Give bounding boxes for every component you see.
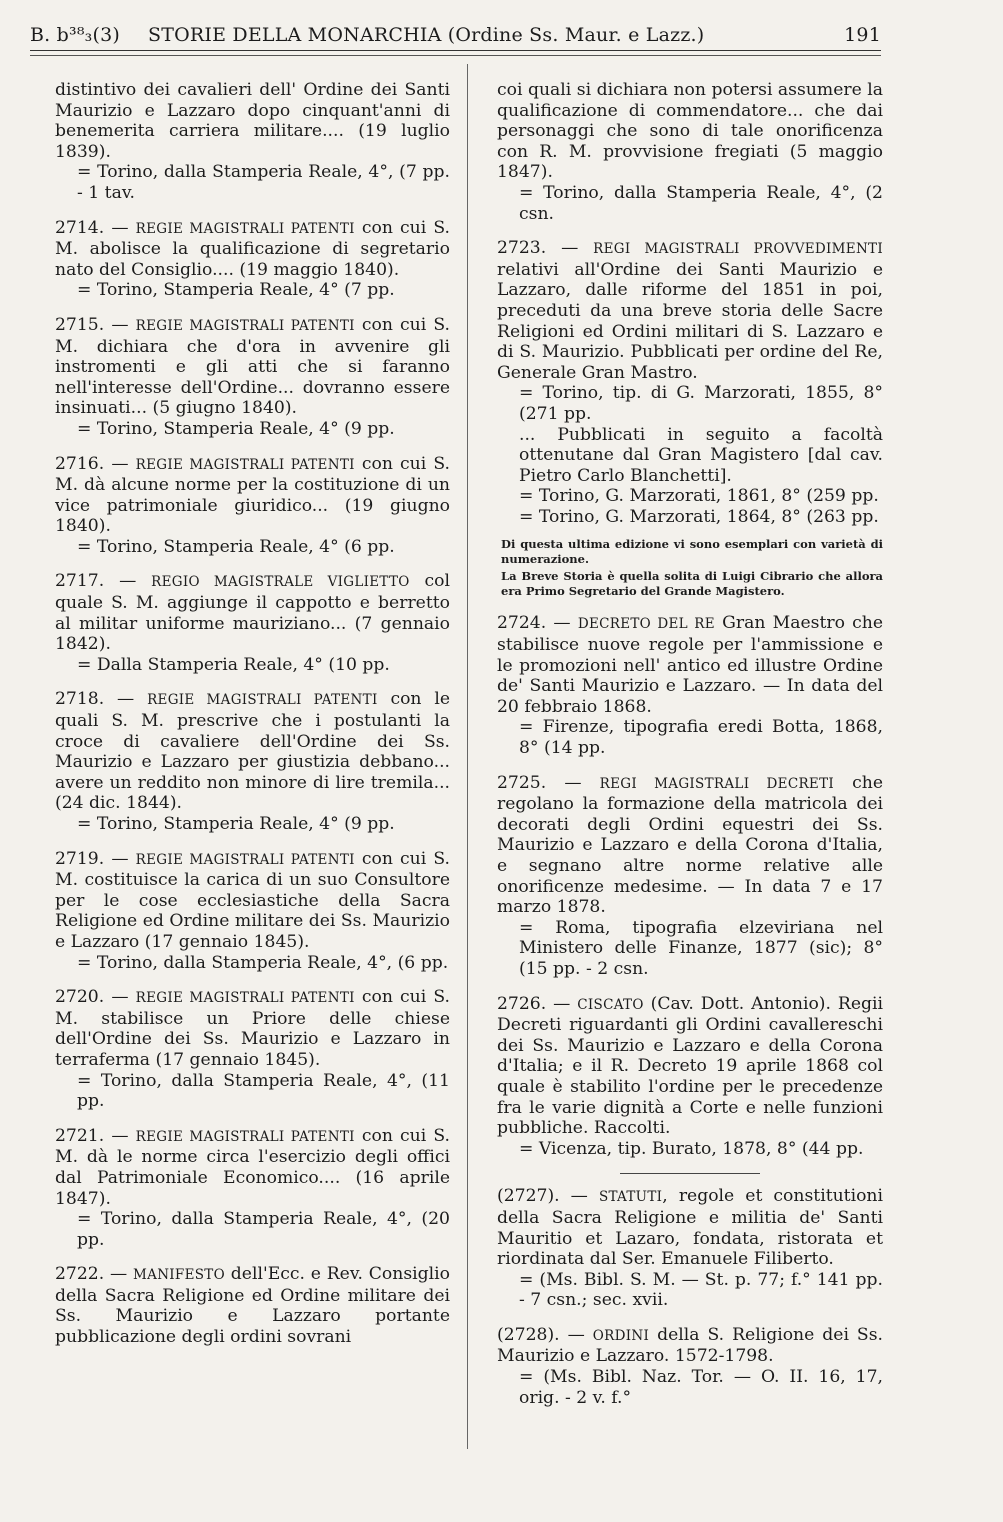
entry-2722: 2722. — MANIFESTO dell'Ecc. e Rev. Consiglio della Sacra Religione ed Ordine militare dei Ss. Maurizio e Lazzaro portante pubblicazione degli ordini sovrani bbox=[55, 1264, 450, 1348]
entry-publication: = Torino, dalla Stamperia Reale, 4°, (7 pp. - 1 tav. bbox=[77, 162, 450, 203]
entry-title: REGIE MAGISTRALI PATENTI bbox=[135, 851, 355, 868]
entry-number: 2724. bbox=[497, 613, 547, 634]
entry-publication: = Torino, Stamperia Reale, 4° (9 pp. bbox=[77, 418, 395, 439]
entry-text: coi quali si dichiara non potersi assumere la qualificazione di commendatore... che dai personaggi che sono di tale onorificenza con R. M. provvisione fregiati (5 maggio 1847). bbox=[497, 80, 883, 183]
entry-publication: = Torino, tip. di G. Marzorati, 1855, 8° (271 pp. bbox=[519, 383, 883, 424]
page-number: 191 bbox=[844, 24, 881, 46]
entry-text: (Cav. Dott. Antonio). Regii Decreti riguardanti gli Ordini cavallereschi dei Ss. Maurizio e Lazzaro e della Corona d'Italia; e il R. Decreto 19 aprile 1868 col quale è stabilito l'ordine per le precedenze fra le varie dignità a Corte e nelle funzioni pubbliche. Raccolti. bbox=[497, 993, 883, 1139]
entry-text: con cui S. M. stabilisce un Priore delle chiese dell'Ordine dei Ss. Maurizio e Lazzaro in terraferma (17 gennaio 1845). bbox=[55, 987, 450, 1070]
entry-2719: 2719. — REGIE MAGISTRALI PATENTI con cui S. M. costituisce la carica di un suo Consultore per le cose ecclesiastiche della Sacra Religione ed Ordine militare dei Ss. Maurizio e Lazzaro (17 gennaio 1845). = Torino, dalla Stamperia Reale, 4°, (6 pp. bbox=[55, 848, 450, 973]
entry-text: con cui S. M. dà alcune norme per la costituzione di un vice patrimoniale giuridico... (19 giugno 1840). bbox=[55, 453, 450, 537]
right-column bbox=[497, 80, 883, 1422]
entry-text: dell'Ecc. e Rev. Consiglio della Sacra Religione ed Ordine militare dei Ss. Maurizio e Lazzaro portante pubblicazione degli ordini sovrani bbox=[55, 1264, 450, 1348]
entry-title: MANIFESTO bbox=[133, 1267, 225, 1284]
entry-text: col quale S. M. aggiunge il cappotto e berretto al militar uniforme mauriziano... (7 gennaio 1842). bbox=[55, 571, 450, 655]
entry-2723: 2723. — REGI MAGISTRALI PROVVEDIMENTI relativi all'Ordine dei Santi Maurizio e Lazzaro, dalle riforme del 1851 in poi, preceduti da una breve storia delle Sacre Religioni ed Ordini militari di S. Lazzaro e di S. Maurizio. Pubblicati per ordine del Re, Generale Gran Mastro. = Torino, tip. di G. Marzorati, 1855, 8° (271 pp. ... Pubblicati in seguito a facoltà ottenutane dal Gran Magistero [dal cav. Pietro Carlo Blanchetti]. = Torino, G. Marzorati, 1861, 8° (259 pp. = Torino, G. Marzorati, 1864, 8° (263 pp. Di questa ultima edizione vi sono esemplari con varietà di numerazione. La Breve Storia è quella solita di Luigi Cibrario che allora era Primo Segretario del Grande Magistero. bbox=[497, 238, 883, 599]
entry-2725: 2725. — REGI MAGISTRALI DECRETI che regolano la formazione della matricola dei decorati degli Ordini equestri dei Ss. Maurizio e Lazzaro e della Corona d'Italia, e segnano altre norme relative alle onorificenze medesime. — In data 7 e 17 marzo 1878. = Roma, tipografia elzeviriana nel Ministero delle Finanze, 1877 (sic); 8° (15 pp. - 2 csn. bbox=[497, 772, 883, 979]
entry-publication: = Torino, dalla Stamperia Reale, 4°, (6 pp. bbox=[77, 952, 449, 973]
entry-title: REGIE MAGISTRALI PATENTI bbox=[135, 456, 355, 473]
entry-text: , regole et constitutioni della Sacra Religione e militia de' Santi Mauritio et Lazaro, fondata, ristorata et riordinata dal Ser. Emanuele Filiberto. bbox=[497, 1186, 883, 1270]
entry-number: 2719. bbox=[55, 848, 105, 869]
entry-title: REGIO MAGISTRALE VIGLIETTO bbox=[151, 574, 410, 591]
section-separator bbox=[620, 1173, 760, 1174]
entry-publication: = Vicenza, tip. Burato, 1878, 8° (44 pp. bbox=[519, 1138, 864, 1159]
entry-2720: 2720. — REGIE MAGISTRALI PATENTI con cui S. M. stabilisce un Priore delle chiese dell'Ordine dei Ss. Maurizio e Lazzaro in terraferma (17 gennaio 1845). = Torino, dalla Stamperia Reale, 4°, (11 pp. bbox=[55, 987, 450, 1112]
entry-text: Gran Maestro che stabilisce nuove regole per l'ammissione e le promozioni nell' antico ed illustre Ordine de' Santi Maurizio e Lazzaro. — In data del 20 febbraio 1868. bbox=[497, 613, 883, 717]
header-rule-thin bbox=[30, 55, 881, 56]
entry-text: che regolano la formazione della matricola dei decorati degli Ordini equestri dei Ss. Maurizio e Lazzaro e della Corona d'Italia, e segnano altre norme relative alle onorificenze medesime. — In data 7 e 17 marzo 1878. bbox=[497, 772, 883, 918]
entry-number: 2723. bbox=[497, 238, 547, 259]
entry-publication: = (Ms. Bibl. Naz. Tor. — O. II. 16, 17, orig. - 2 v. f.° bbox=[519, 1367, 883, 1408]
entry-publication: = Torino, Stamperia Reale, 4° (9 pp. bbox=[77, 814, 395, 834]
entry-publication: = Roma, tipografia elzeviriana nel Ministero delle Finanze, 1877 (sic); 8° (15 pp. - 2 csn. bbox=[519, 917, 883, 979]
entry-number: 2726. bbox=[497, 993, 547, 1014]
entry-2717: 2717. — REGIO MAGISTRALE VIGLIETTO col quale S. M. aggiunge il cappotto e berretto al militar uniforme mauriziano... (7 gennaio 1842). = Dalla Stamperia Reale, 4° (10 pp. bbox=[55, 571, 450, 675]
entry-2728: (2728). — ORDINI della S. Religione dei Ss. Maurizio e Lazzaro. 1572-1798. = (Ms. Bibl. Naz. Tor. — O. II. 16, 17, orig. - 2 v. f.° bbox=[497, 1324, 883, 1408]
running-title: STORIE DELLA MONARCHIA (Ordine Ss. Maur. e Lazz.) bbox=[148, 24, 705, 46]
entry-continued bbox=[55, 80, 450, 204]
entry-number: 2718. bbox=[55, 689, 105, 710]
entry-title: REGIE MAGISTRALI PATENTI bbox=[135, 1128, 355, 1145]
entry-2718: 2718. — REGIE MAGISTRALI PATENTI con le quali S. M. prescrive che i postulanti la croce di cavaliere dell'Ordine dei Ss. Maurizio e Lazzaro per giustizia debbano... avere un reddito non minore di lire tremila... (24 dic. 1844). = Torino, Stamperia Reale, 4° (9 pp. bbox=[55, 689, 450, 834]
entry-number: 2720. bbox=[55, 987, 105, 1008]
entry-publication: = Torino, dalla Stamperia Reale, 4°, (11 pp. bbox=[77, 1070, 450, 1112]
entry-title: DECRETO DEL RE bbox=[577, 616, 715, 633]
entry-publication: = Torino, dalla Stamperia Reale, 4°, (20 pp. bbox=[77, 1209, 450, 1250]
entry-number: 2725. bbox=[497, 772, 547, 793]
entry-publication: = Dalla Stamperia Reale, 4° (10 pp. bbox=[77, 654, 390, 675]
entry-title: CISCATO bbox=[577, 996, 644, 1013]
left-column bbox=[55, 80, 450, 1362]
entry-2724: 2724. — DECRETO DEL RE Gran Maestro che stabilisce nuove regole per l'ammissione e le promozioni nell' antico ed illustre Ordine de' Santi Maurizio e Lazzaro. — In data del 20 febbraio 1868. = Firenze, tipografia eredi Botta, 1868, 8° (14 pp. bbox=[497, 613, 883, 759]
entry-publication: ... Pubblicati in seguito a facoltà ottenutane dal Gran Magistero [dal cav. Pietro Carlo Blanchetti]. bbox=[519, 424, 883, 486]
footnote: La Breve Storia è quella solita di Luigi Cibrario che allora era Primo Segretario del Grande Magistero. bbox=[501, 569, 883, 599]
entry-2715: 2715. — REGIE MAGISTRALI PATENTI con cui S. M. dichiara che d'ora in avvenire gli instromenti e gli atti che si faranno nell'interesse dell'Ordine... dovranno essere insinuati... (5 giugno 1840). = Torino, Stamperia Reale, 4° (9 pp. bbox=[55, 314, 450, 439]
entry-2727: (2727). — STATUTI, regole et constitutioni della Sacra Religione e militia de' Santi Mauritio et Lazaro, fondata, ristorata et riordinata dal Ser. Emanuele Filiberto. = (Ms. Bibl. S. M. — St. p. 77; f.° 141 pp. - 7 csn.; sec. xvii. bbox=[497, 1186, 883, 1311]
entry-number: 2714. bbox=[55, 217, 105, 238]
entry-text: con cui S. M. costituisce la carica di un suo Consultore per le cose ecclesiastiche della Sacra Religione ed Ordine militare dei Ss. Maurizio e Lazzaro (17 gennaio 1845). bbox=[55, 848, 450, 952]
entry-publication: = (Ms. Bibl. S. M. — St. p. 77; f.° 141 pp. - 7 csn.; sec. xvii. bbox=[519, 1269, 883, 1311]
entry-number: 2721. bbox=[55, 1125, 105, 1146]
entry-2726: 2726. — CISCATO (Cav. Dott. Antonio). Regii Decreti riguardanti gli Ordini cavallereschi dei Ss. Maurizio e Lazzaro e della Corona d'Italia; e il R. Decreto 19 aprile 1868 col quale è stabilito l'ordine per le precedenze fra le varie dignità a Corte e nelle funzioni pubbliche. Raccolti. = Vicenza, tip. Burato, 1878, 8° (44 pp. bbox=[497, 993, 883, 1159]
entry-publication: = Torino, dalla Stamperia Reale, 4°, (2 csn. bbox=[519, 182, 883, 224]
entry-text: con cui S. M. dà le norme circa l'esercizio degli offici dal Patrimoniale Economico.... (16 aprile 1847). bbox=[55, 1125, 450, 1209]
entry-publication: = Torino, Stamperia Reale, 4° (7 pp. bbox=[77, 280, 395, 301]
entry-2716: 2716. — REGIE MAGISTRALI PATENTI con cui S. M. dà alcune norme per la costituzione di un vice patrimoniale giuridico... (19 giugno 1840). = Torino, Stamperia Reale, 4° (6 pp. bbox=[55, 453, 450, 557]
entry-text: della S. Religione dei Ss. Maurizio e Lazzaro. 1572-1798. bbox=[497, 1324, 883, 1367]
entry-publication: = Torino, G. Marzorati, 1861, 8° (259 pp. bbox=[519, 486, 879, 507]
entry-number: 2716. bbox=[55, 453, 105, 474]
entry-title: REGI MAGISTRALI PROVVEDIMENTI bbox=[593, 241, 883, 258]
signature-mark: B. b³⁸₃(3) bbox=[30, 24, 120, 46]
entry-title: REGIE MAGISTRALI PATENTI bbox=[135, 220, 355, 237]
entry-number: (2727). bbox=[497, 1186, 560, 1207]
entry-text: distintivo dei cavalieri dell' Ordine dei Santi Maurizio e Lazzaro dopo cinquant'anni di benemerita carriera militare.... (19 luglio 1839). bbox=[55, 80, 450, 162]
entry-2721: 2721. — REGIE MAGISTRALI PATENTI con cui S. M. dà le norme circa l'esercizio degli offici dal Patrimoniale Economico.... (16 aprile 1847). = Torino, dalla Stamperia Reale, 4°, (20 pp. bbox=[55, 1125, 450, 1250]
entry-publication: = Torino, Stamperia Reale, 4° (6 pp. bbox=[77, 536, 395, 557]
entry-title: REGIE MAGISTRALI PATENTI bbox=[135, 990, 355, 1007]
entry-title: ORDINI bbox=[592, 1327, 650, 1344]
entry-text: con cui S. M. abolisce la qualificazione di segretario nato del Consiglio.... (19 maggio 1840). bbox=[55, 217, 450, 280]
column-divider bbox=[467, 64, 468, 1449]
footnote: Di questa ultima edizione vi sono esemplari con varietà di numerazione. bbox=[501, 537, 883, 567]
entry-number: 2715. bbox=[55, 314, 105, 335]
entry-publication: = Firenze, tipografia eredi Botta, 1868, 8° (14 pp. bbox=[519, 717, 883, 759]
entry-title: REGIE MAGISTRALI PATENTI bbox=[147, 692, 378, 709]
entry-title: REGI MAGISTRALI DECRETI bbox=[599, 775, 835, 792]
entry-2714: 2714. — REGIE MAGISTRALI PATENTI con cui S. M. abolisce la qualificazione di segretario nato del Consiglio.... (19 maggio 1840). = Torino, Stamperia Reale, 4° (7 pp. bbox=[55, 217, 450, 301]
entry-text: con le quali S. M. prescrive che i postulanti la croce di cavaliere dell'Ordine dei Ss. Maurizio e Lazzaro per giustizia debbano... avere un reddito non minore di lire tremila... (24 dic. 1844). bbox=[55, 689, 450, 814]
running-header bbox=[30, 18, 881, 52]
entry-number: 2717. bbox=[55, 571, 105, 592]
entry-number: 2722. bbox=[55, 1264, 105, 1285]
entry-publication: = Torino, G. Marzorati, 1864, 8° (263 pp. bbox=[519, 506, 879, 527]
entry-title: REGIE MAGISTRALI PATENTI bbox=[135, 317, 355, 334]
entry-number: (2728). bbox=[497, 1324, 560, 1345]
header-rule bbox=[30, 50, 881, 51]
entry-text: con cui S. M. dichiara che d'ora in avvenire gli instromenti e gli atti che si faranno nell'interesse dell'Ordine... dovranno essere insinuati... (5 giugno 1840). bbox=[55, 314, 450, 419]
entry-continued bbox=[497, 80, 883, 224]
entry-title: STATUTI bbox=[598, 1189, 663, 1206]
entry-text: relativi all'Ordine dei Santi Maurizio e Lazzaro, dalle riforme del 1851 in poi, preceduti da una breve storia delle Sacre Religioni ed Ordini militari di S. Lazzaro e di S. Maurizio. Pubblicati per ordine del Re, Generale Gran Mastro. bbox=[497, 259, 883, 383]
